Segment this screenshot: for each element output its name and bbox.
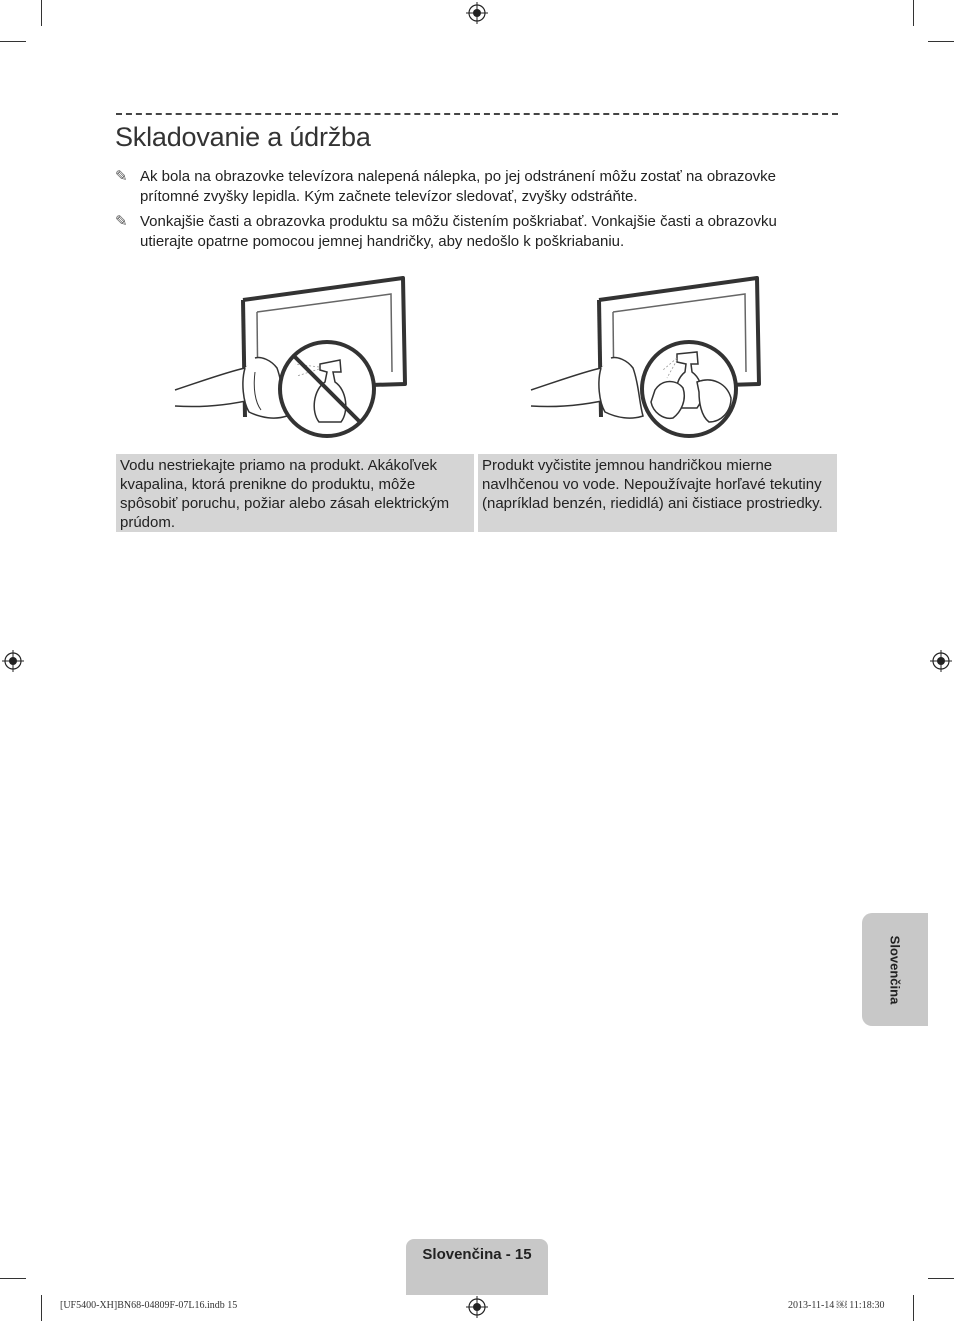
section-divider [116,113,838,115]
hand-with-cloth-icon [175,357,287,418]
note-text: Vonkajšie časti a obrazovka produktu sa môžu čistením poškriabať. Vonkajšie časti a obrazovku utierajte opatrne pomocou jemnej handričky, aby nedošlo k poškriabaniu. [140,213,777,250]
crop-mark [0,1278,26,1279]
crop-mark [41,0,42,26]
no-spray-illustration [115,272,475,444]
prohibited-spray-icon [280,342,374,436]
crop-mark [41,1295,42,1321]
language-side-tab [862,913,928,1026]
crop-mark [913,0,914,26]
pencil-note-icon: ✎ [115,213,128,230]
page-number-box [406,1239,548,1295]
crop-mark [928,41,954,42]
caption-no-spray: Vodu nestriekajte priamo na produkt. Akákoľvek kvapalina, ktorá prenikne do produktu, môže spôsobiť poruchu, požiar alebo zásah elektrickým prúdom. [116,454,474,532]
caption-cloth-clean: Produkt vyčistite jemnou handričkou mierne navlhčenou vo vode. Nepoužívajte horľavé tekutiny (napríklad benzén, riedidlá) ani čistiace prostriedky. [478,454,837,532]
registration-mark-icon [466,1296,488,1318]
registration-mark-icon [466,2,488,24]
registration-mark-icon [930,650,952,672]
hand-with-cloth-icon [531,357,643,418]
pencil-note-icon: ✎ [115,168,128,185]
note-text: Ak bola na obrazovke televízora nalepená nálepka, po jej odstránení môžu zostať na obrazovke prítomné zvyšky lepidla. Kým začnete televízor sledovať, zvyšky odstráňte. [140,168,777,205]
footer-file-info: [UF5400-XH]BN68-04809F-07L16.indb 15 [60,1300,238,1311]
note-item [115,167,815,206]
crop-mark [928,1278,954,1279]
spray-on-cloth-icon [642,342,736,436]
side-tab-label: Slovenčina [887,935,903,1004]
footer-timestamp: 2013-11-14 ￼ 11:18:30 [788,1300,885,1311]
crop-mark [0,41,26,42]
page-title: Skladovanie a údržba [115,122,371,152]
note-item [115,212,815,251]
crop-mark [913,1295,914,1321]
page-number: Slovenčina - 15 [422,1246,532,1263]
registration-mark-icon [2,650,24,672]
cloth-spray-illustration [477,272,837,444]
